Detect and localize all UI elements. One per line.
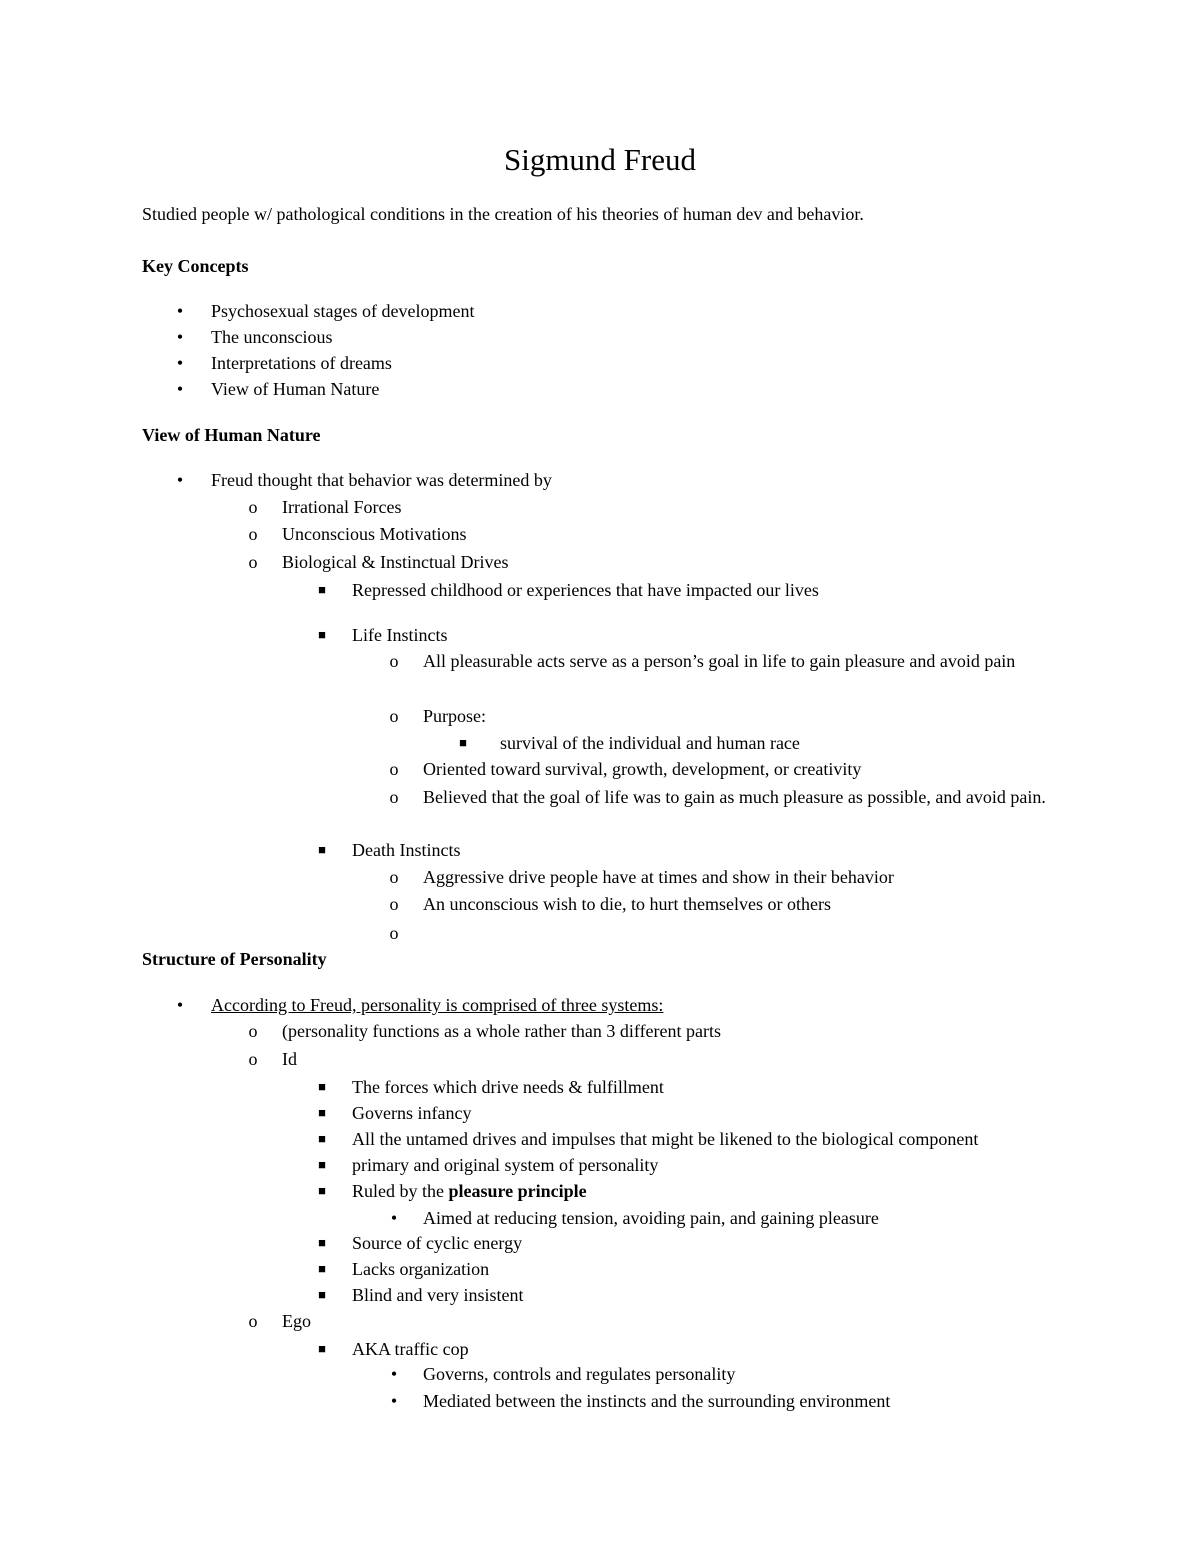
- bullet-square-icon: ■: [318, 582, 326, 597]
- bullet-disc-icon: •: [390, 1364, 398, 1384]
- heading-view-of-human-nature: View of Human Nature: [142, 425, 321, 445]
- bullet-circle-icon: o: [248, 1049, 258, 1069]
- bullet-square-icon: ■: [318, 1183, 326, 1198]
- bullet-square-icon: ■: [318, 627, 326, 642]
- bullet-circle-icon: o: [248, 1021, 258, 1041]
- bullet-square-icon: ■: [318, 1105, 326, 1120]
- bullet-circle-icon: o: [248, 497, 258, 517]
- bullet-disc-icon: •: [176, 327, 184, 347]
- bullet-disc-icon: •: [390, 1391, 398, 1411]
- bullet-square-icon: ■: [318, 1235, 326, 1250]
- bullet-disc-icon: •: [176, 353, 184, 373]
- bullet-circle-icon: o: [389, 894, 399, 914]
- intro-text: Studied people w/ pathological conditions in the creation of his theories of human dev and behavior.: [142, 204, 864, 224]
- bullet-disc-icon: •: [176, 379, 184, 399]
- bullet-square-icon: ■: [318, 1261, 326, 1276]
- bullet-square-icon: ■: [318, 1079, 326, 1094]
- bullet-circle-icon: o: [248, 552, 258, 572]
- bullet-disc-icon: •: [176, 995, 184, 1015]
- heading-key-concepts: Key Concepts: [142, 256, 249, 276]
- bullet-disc-icon: •: [390, 1208, 398, 1228]
- bullet-circle-icon: o: [389, 867, 399, 887]
- bullet-circle-icon: o: [389, 706, 399, 726]
- bullet-square-icon: ■: [318, 1287, 326, 1302]
- bullet-circle-icon: o: [248, 524, 258, 544]
- document-title: Sigmund Freud: [503, 142, 697, 177]
- heading-structure-of-personality: Structure of Personality: [142, 949, 327, 969]
- bullet-square-icon: ■: [318, 1131, 326, 1146]
- bullet-circle-icon: o: [389, 787, 399, 807]
- bullet-circle-icon: o: [389, 759, 399, 779]
- bullet-disc-icon: •: [176, 301, 184, 321]
- bullet-square-icon: ■: [318, 1157, 326, 1172]
- bullet-circle-icon: o: [389, 651, 399, 671]
- bullet-circle-icon: o: [248, 1311, 258, 1331]
- bullet-circle-icon: o: [389, 923, 399, 943]
- bullet-square-icon: ■: [459, 735, 467, 750]
- pleasure-principle-term: pleasure principle: [448, 1181, 587, 1201]
- bullet-square-icon: ■: [318, 842, 326, 857]
- bullet-disc-icon: •: [176, 470, 184, 490]
- bullet-square-icon: ■: [318, 1341, 326, 1356]
